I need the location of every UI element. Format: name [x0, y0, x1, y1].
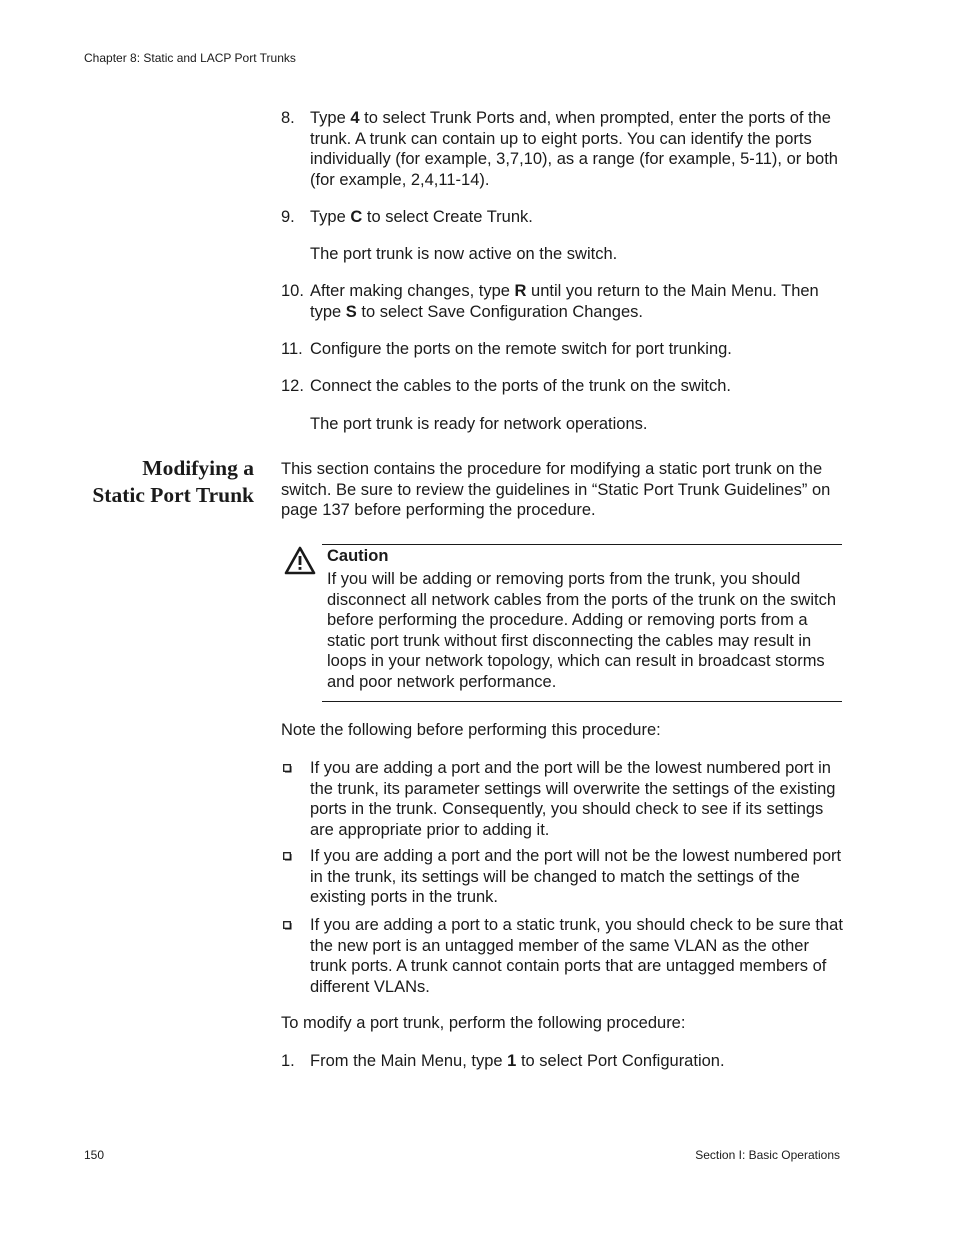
list-item-text: If you are adding a port to a static trunk, you should check to be sure that the new port is an untagged member of the same VLAN as the other trunk ports. A trunk cannot contain ports that are untagged members of different VLANs.	[310, 916, 843, 996]
list-item	[281, 915, 846, 997]
step-number: 9.	[281, 208, 295, 226]
running-header: Chapter 8: Static and LACP Port Trunks	[84, 51, 296, 65]
step-12	[281, 376, 846, 397]
step-number: 8.	[281, 109, 295, 127]
section-heading	[54, 455, 254, 509]
procedure-lead: To modify a port trunk, perform the following procedure:	[281, 1014, 686, 1032]
section-heading-line: Modifying a	[142, 456, 254, 480]
list-item	[281, 758, 846, 840]
step-number: 10.	[281, 282, 304, 300]
step-number: 11.	[281, 340, 303, 358]
step-text: Connect the cables to the ports of the trunk on the switch.	[310, 377, 731, 395]
caution-text: If you will be adding or removing ports from the trunk, you should disconnect all network cables from the ports of the trunk on the switch before performing the procedure. Adding or removing ports from a static port trunk without first disconnecting the cables may result in loops in your network topology, which can result in broadcast storms and poor network performance.	[327, 570, 837, 691]
note-lead: Note the following before performing this procedure:	[281, 721, 661, 739]
step-11	[281, 339, 846, 360]
step-10	[281, 281, 846, 322]
step-text: Type C to select Create Trunk.	[310, 208, 533, 226]
page-number: 150	[84, 1148, 105, 1162]
section-intro: This section contains the procedure for modifying a static port trunk on the switch. Be sure to review the guidelines in “Static Port Trunk Guidelines” on page 137 before performing the procedure.	[281, 460, 831, 519]
step-note: The port trunk is now active on the switch.	[310, 245, 618, 263]
checkbox-bullet-icon	[283, 764, 292, 773]
warning-triangle-icon	[284, 546, 316, 575]
step-note: The port trunk is ready for network operations.	[310, 415, 648, 433]
list-item-text: If you are adding a port and the port will not be the lowest numbered port in the trunk, its settings will be changed to match the settings of the existing ports in the trunk.	[310, 847, 842, 906]
checkbox-bullet-icon	[283, 921, 292, 930]
caution-title: Caution	[327, 547, 389, 565]
section-heading-line: Static Port Trunk	[92, 483, 254, 507]
running-footer: Section I: Basic Operations	[695, 1148, 840, 1162]
step-8	[281, 108, 846, 190]
step-text: From the Main Menu, type 1 to select Port Configuration.	[310, 1052, 725, 1070]
step-text: Type 4 to select Trunk Ports and, when prompted, enter the ports of the trunk. A trunk can contain up to eight ports. You can identify the ports individually (for example, 3,7,10), as a range (for example, 5-11), or both (for example, 2,4,11-14).	[310, 109, 838, 189]
list-item	[281, 846, 846, 908]
list-item-text: If you are adding a port and the port will be the lowest numbered port in the trunk, its parameter settings will overwrite the settings of the existing ports in the trunk. Consequently, you should check to see if its settings are appropriate prior to adding it.	[310, 759, 836, 839]
step-9	[281, 207, 846, 228]
step-number: 12.	[281, 377, 304, 395]
step-number: 1.	[281, 1052, 295, 1070]
step-1	[281, 1051, 846, 1072]
step-text: After making changes, type R until you return to the Main Menu. Then type S to select Save Configuration Changes.	[310, 282, 819, 321]
step-text: Configure the ports on the remote switch for port trunking.	[310, 340, 732, 358]
checkbox-bullet-icon	[283, 852, 292, 861]
